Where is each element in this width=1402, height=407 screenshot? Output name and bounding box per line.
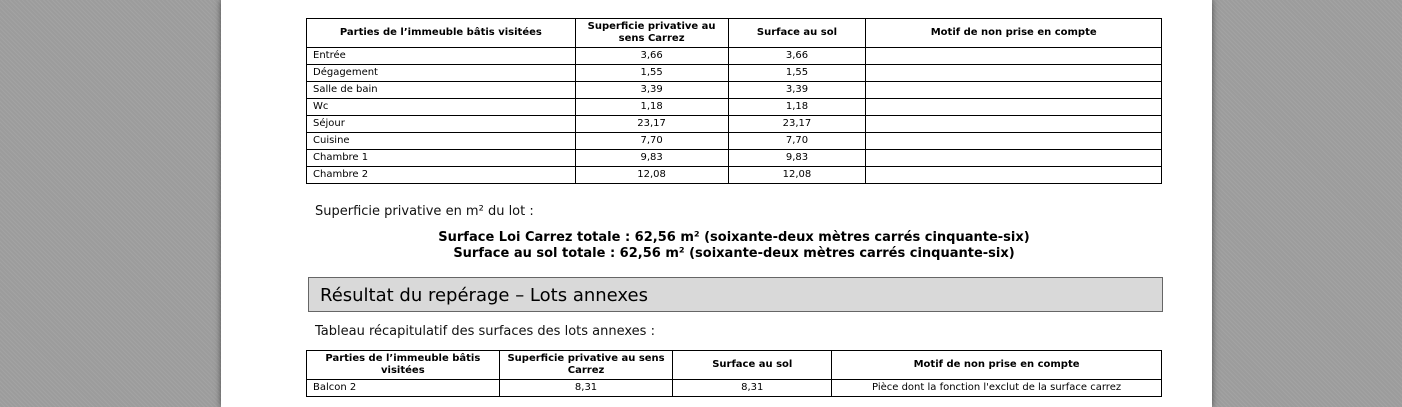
cell-part: Balcon 2 (307, 380, 500, 397)
table-header-row (307, 351, 1162, 380)
cell-sol: 9,83 (728, 150, 866, 167)
cell-sol: 23,17 (728, 116, 866, 133)
cell-carrez: 7,70 (575, 133, 728, 150)
section-title: Résultat du repérage – Lots annexes (308, 277, 1163, 312)
table-row (307, 133, 1162, 150)
cell-carrez: 3,66 (575, 48, 728, 65)
cell-carrez: 8,31 (499, 380, 673, 397)
document-page (221, 0, 1212, 407)
cell-carrez: 9,83 (575, 150, 728, 167)
cell-part: Salle de bain (307, 82, 576, 99)
cell-motif (866, 167, 1162, 184)
superficie-label: Superficie privative en m² du lot : (315, 204, 534, 219)
cell-part: Entrée (307, 48, 576, 65)
header-motif: Motif de non prise en compte (866, 19, 1162, 48)
table-row (307, 48, 1162, 65)
table-row (307, 82, 1162, 99)
table-row (307, 116, 1162, 133)
annexes-label: Tableau récapitulatif des surfaces des lots annexes : (315, 324, 655, 339)
table-row (307, 99, 1162, 116)
header-parties: Parties de l’immeuble bâtis visitées (307, 351, 500, 380)
cell-sol: 1,55 (728, 65, 866, 82)
table-row (307, 150, 1162, 167)
table-row (307, 65, 1162, 82)
cell-sol: 3,66 (728, 48, 866, 65)
sol-total: Surface au sol totale : 62,56 m² (soixante-deux mètres carrés cinquante-six) (453, 246, 1015, 261)
cell-sol: 8,31 (673, 380, 832, 397)
cell-part: Chambre 1 (307, 150, 576, 167)
cell-carrez: 1,55 (575, 65, 728, 82)
cell-motif (866, 65, 1162, 82)
cell-motif (866, 150, 1162, 167)
cell-sol: 7,70 (728, 133, 866, 150)
header-parties: Parties de l’immeuble bâtis visitées (307, 19, 576, 48)
cell-part: Cuisine (307, 133, 576, 150)
cell-motif (866, 48, 1162, 65)
cell-part: Wc (307, 99, 576, 116)
surfaces-table (306, 18, 1162, 184)
cell-motif (866, 133, 1162, 150)
cell-motif: Pièce dont la fonction l'exclut de la surface carrez (832, 380, 1162, 397)
cell-motif (866, 82, 1162, 99)
cell-part: Séjour (307, 116, 576, 133)
cell-part: Dégagement (307, 65, 576, 82)
header-carrez: Superficie privative au sens Carrez (499, 351, 673, 380)
header-motif: Motif de non prise en compte (832, 351, 1162, 380)
cell-carrez: 23,17 (575, 116, 728, 133)
header-carrez: Superficie privative au sens Carrez (575, 19, 728, 48)
cell-sol: 1,18 (728, 99, 866, 116)
table-row (307, 380, 1162, 397)
header-sol: Surface au sol (673, 351, 832, 380)
cell-carrez: 1,18 (575, 99, 728, 116)
annexes-table (306, 350, 1162, 397)
cell-motif (866, 99, 1162, 116)
table-row (307, 167, 1162, 184)
cell-sol: 3,39 (728, 82, 866, 99)
cell-carrez: 3,39 (575, 82, 728, 99)
cell-motif (866, 116, 1162, 133)
carrez-total: Surface Loi Carrez totale : 62,56 m² (soixante-deux mètres carrés cinquante-six) (438, 230, 1030, 245)
table-header-row (307, 19, 1162, 48)
cell-sol: 12,08 (728, 167, 866, 184)
header-sol: Surface au sol (728, 19, 866, 48)
cell-carrez: 12,08 (575, 167, 728, 184)
cell-part: Chambre 2 (307, 167, 576, 184)
